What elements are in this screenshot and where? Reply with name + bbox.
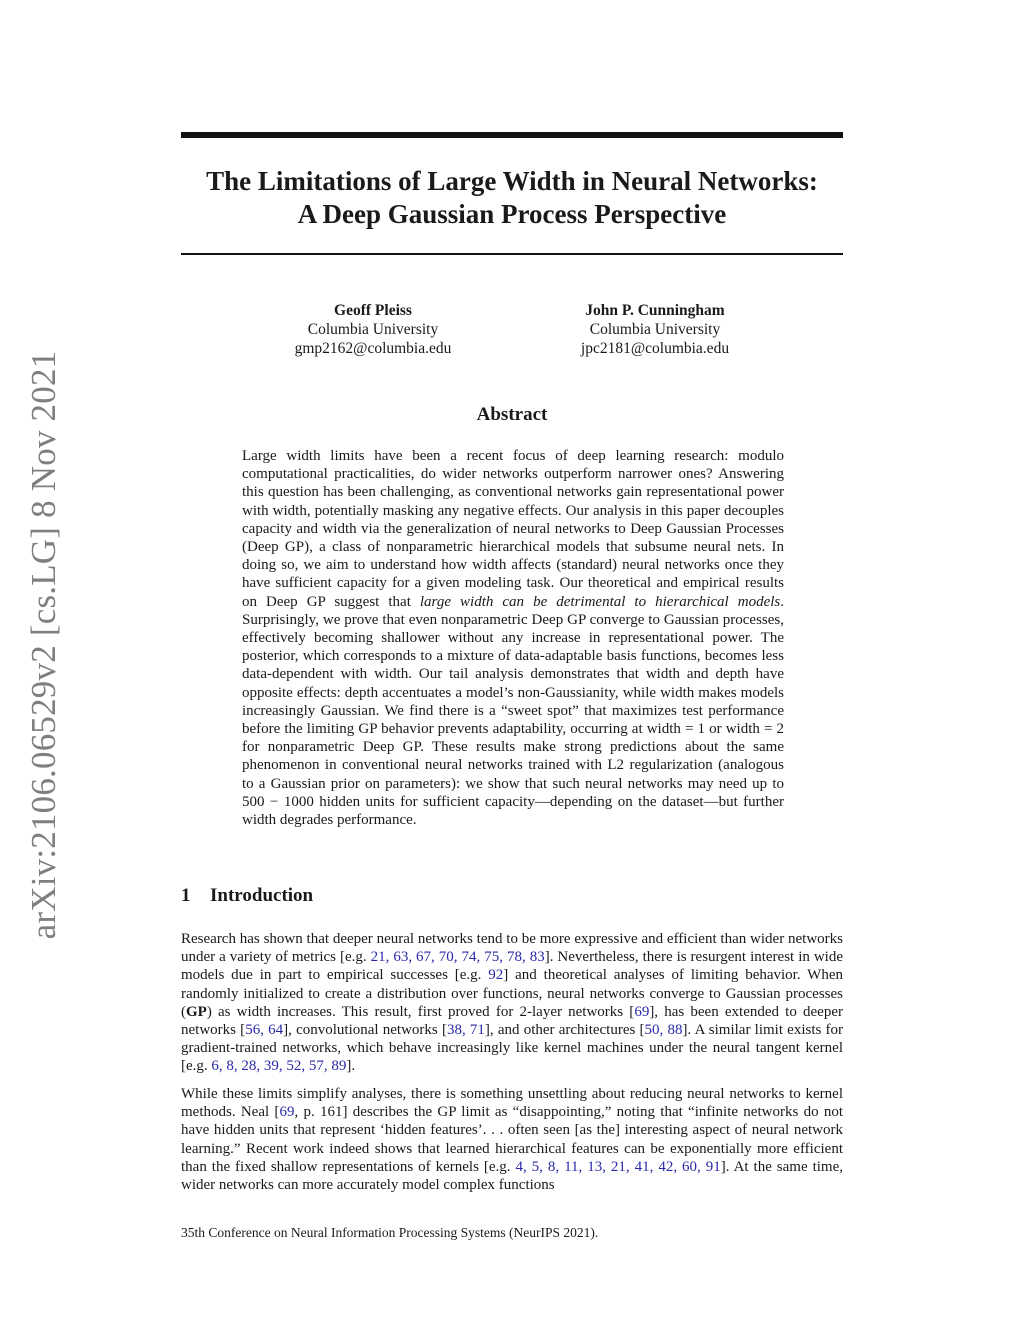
citation-link[interactable]: 92 xyxy=(488,967,504,984)
author-name: Geoff Pleiss xyxy=(334,302,412,319)
body-text: Research has shown that deeper neural networks tend to be more expressive and efficient than wider networks under a variety of metrics [e.g. xyxy=(181,931,843,966)
body-text: While these limits simplify analyses, there is something unsettling about reducing neural networks to kernel methods. Neal [ xyxy=(181,1086,843,1121)
body-text: ], and other architectures [ xyxy=(484,1022,645,1039)
citation-link[interactable]: 21, 63, 67, 70, 74, 75, 78, 83 xyxy=(370,949,545,966)
citation-link[interactable]: 38, 71 xyxy=(446,1022,485,1039)
body-text: ) as width increases. This result, first proved for 2-layer networks [ xyxy=(206,1003,635,1020)
citation-link[interactable]: 56, 64 xyxy=(245,1022,284,1039)
author-block-1 xyxy=(223,301,523,358)
author-block-2 xyxy=(505,301,805,358)
paper-title xyxy=(181,165,843,231)
citation-link[interactable]: 6, 8, 28, 39, 52, 57, 89 xyxy=(211,1058,347,1075)
citation-link[interactable]: 69 xyxy=(279,1104,295,1121)
author-name: John P. Cunningham xyxy=(585,302,725,319)
body-text: , p. 161] describes the GP limit as “disappointing,” noting that “infinite networks do not have hidden units that represent ‘hidden features’. . . often seen [as the] interesting aspect of neural network learning.” Recent work indeed shows that learned hierarchical features can be exponentially more efficient than the fixed shallow representations of kernels [e.g. xyxy=(181,1104,844,1175)
abstract-body xyxy=(242,447,784,829)
citation-link[interactable]: 69 xyxy=(634,1003,650,1020)
author-email: jpc2181@columbia.edu xyxy=(580,340,730,357)
body-text: ], has been extended to deeper networks [ xyxy=(181,1003,843,1039)
conference-footnote: 35th Conference on Neural Information Processing Systems (NeurIPS 2021). xyxy=(181,1225,599,1240)
title-bottom-rule xyxy=(181,253,843,255)
title-top-rule xyxy=(181,132,843,138)
title-line-1: The Limitations of Large Width in Neural Networks: xyxy=(206,166,818,196)
author-email: gmp2162@columbia.edu xyxy=(294,340,452,357)
abstract-italic-phrase: large width can be detrimental to hierarchical models xyxy=(419,593,781,610)
abstract-text-cont: . Surprisingly, we prove that even nonparametric Deep GP converge to Gaussian processes, effectively becoming shallower without any increase in representational power. The posterior, which corresponds to a mixture of data-adaptable basis functions, becomes less data-dependent with width. Our tail analysis demonstrates that width and depth have opposite effects: depth accentuates a model’s non-Gaussianity, while width makes models increasingly Gaussian. We find there is a “sweet spot” that maximizes test performance before the limiting GP behavior prevents adaptability, occurring at width = 1 or width = 2 for nonparametric Deep GP. These results make strong predictions about the same phenomenon in conventional neural networks trained with L2 regularization (analogous to a Gaussian prior on parameters): we show that such neural networks may need up to 500 − 1000 hidden units for sufficient capacity—depending on the dataset—but further width degrades performance. xyxy=(242,593,784,829)
citation-link[interactable]: 4, 5, 8, 11, 13, 21, 41, 42, 60, 91 xyxy=(515,1158,721,1175)
author-affiliation: Columbia University xyxy=(307,321,439,338)
bold-term: GP xyxy=(186,1003,207,1020)
intro-paragraph-2 xyxy=(181,1085,843,1194)
arxiv-identifier-stamp: arXiv:2106.06529v2 [cs.LG] 8 Nov 2021 xyxy=(24,350,63,940)
body-text: ] and theoretical analyses of limiting behavior. When randomly initialized to create a distribution over functions, neural networks converge to Gaussian processes ( xyxy=(181,967,843,1020)
section-heading-introduction xyxy=(181,885,313,907)
section-number: 1 xyxy=(181,885,191,906)
author-affiliation: Columbia University xyxy=(589,321,721,338)
body-text: ]. A similar limit exists for gradient-trained networks, which behave increasingly like kernel machines under the neural tangent kernel [e.g. xyxy=(181,1022,844,1075)
body-text: ]. Nevertheless, there is resurgent interest in wide models due in part to empirical successes [e.g. xyxy=(181,949,843,984)
title-line-2: A Deep Gaussian Process Perspective xyxy=(297,199,727,229)
intro-paragraph-1 xyxy=(181,930,843,1076)
body-text: ], convolutional networks [ xyxy=(283,1022,447,1039)
citation-link[interactable]: 50, 88 xyxy=(644,1022,683,1039)
abstract-heading: Abstract xyxy=(476,404,548,425)
section-title: Introduction xyxy=(210,885,314,906)
body-text: ]. At the same time, wider networks can more accurately model complex functions xyxy=(181,1158,843,1194)
body-text: ]. xyxy=(346,1058,356,1075)
abstract-text: Large width limits have been a recent focus of deep learning research: modulo computational practicalities, do wider networks outperform narrower ones? Answering this question has been challenging, as conventional networks gain representational power with width, potentially masking any negative effects. Our analysis in this paper decouples capacity and width via the generalization of neural networks to Deep Gaussian Processes (Deep GP), a class of nonparametric hierarchical models that subsume neural nets. In doing so, we aim to understand how width affects (standard) neural networks once they have sufficient capacity for a given modeling task. Our theoretical and empirical results on Deep GP suggest that xyxy=(242,448,784,610)
